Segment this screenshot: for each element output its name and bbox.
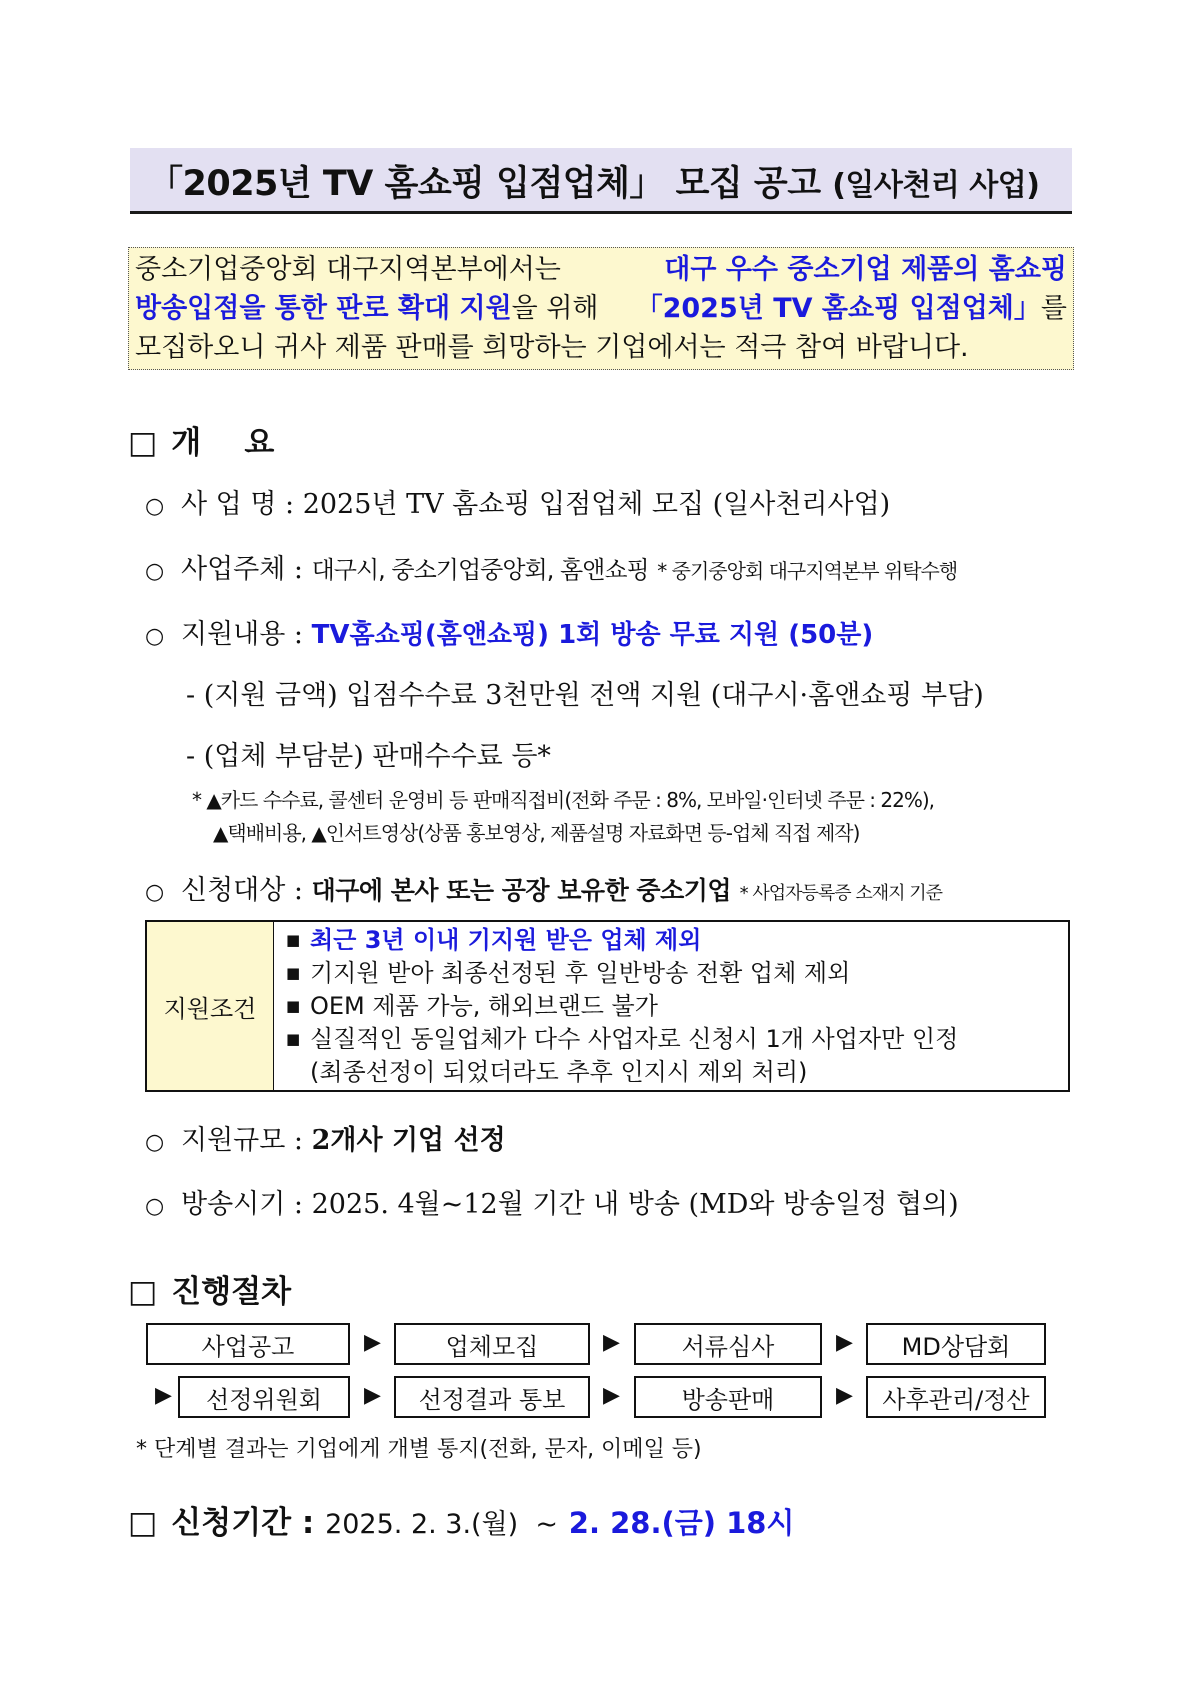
period-item	[145, 1182, 959, 1221]
intro-highlight: 방송입점을 통한 판로 확대 지원	[135, 293, 512, 324]
step-box: 업체모집	[394, 1323, 590, 1365]
item-note: * 사업자등록증 소재지 기준	[739, 883, 943, 904]
support-item	[145, 612, 873, 651]
application-period	[128, 1497, 794, 1542]
step-box: 방송판매	[634, 1376, 822, 1418]
item-value: 2개사 기업 선정	[311, 1125, 506, 1156]
circle-bullet-icon: ○	[145, 559, 165, 584]
condition-row: ■ 실질적인 동일업체가 다수 사업자로 신청시 1개 사업자만 인정	[286, 1023, 1056, 1056]
step-box: 서류심사	[634, 1323, 822, 1365]
target-item	[145, 868, 942, 907]
condition-row: ■ OEM 제품 가능, 해외브랜드 불가	[286, 990, 1056, 1023]
circle-bullet-icon: ○	[145, 624, 165, 649]
square-bullet-icon: ■	[286, 997, 301, 1015]
arrow-right-icon: ▶	[364, 1383, 381, 1408]
burden-note-1: * ▲카드 수수료, 콜센터 운영비 등 판매직접비(전화 주문 : 8%, 모바일·인터넷 주문 : 22%),	[192, 788, 935, 812]
arrow-right-icon: ▶	[155, 1383, 172, 1408]
item-value: 대구시, 중소기업중앙회, 홈앤쇼핑	[311, 556, 649, 584]
circle-bullet-icon: ○	[145, 1194, 165, 1219]
conditions-label: 지원조건	[147, 922, 274, 1090]
step-box: 사후관리/정산	[866, 1376, 1046, 1418]
item-note: * 중기중앙회 대구지역본부 위탁수행	[657, 559, 958, 583]
overview-heading	[128, 417, 274, 462]
condition-row: (최종선정이 되었더라도 추후 인지시 제외 처리)	[310, 1058, 808, 1086]
step-box: 선정결과 통보	[394, 1376, 590, 1418]
circle-bullet-icon: ○	[145, 880, 165, 905]
company-burden: - (업체 부담분) 판매수수료 등*	[186, 741, 551, 772]
intro-text: 중소기업중앙회 대구지역본부에서는	[135, 254, 561, 285]
intro-text: 을 위해	[511, 293, 599, 324]
intro-highlight: 대구 우수 중소기업 제품의 홈쇼핑	[664, 254, 1067, 285]
item-label: 지원내용 :	[181, 619, 304, 650]
burden-note-2: ▲택배비용, ▲인서트영상(상품 홍보영상, 제품설명 자료화면 등-업체 직접 제작)	[213, 821, 860, 845]
application-heading: 신청기간 :	[171, 1505, 315, 1541]
conditions-list	[274, 922, 1068, 1090]
step-box: MD상담회	[866, 1323, 1046, 1365]
overview-title: 개 요	[171, 425, 275, 461]
square-bullet-icon: ■	[286, 1030, 301, 1048]
item-value: TV홈쇼핑(홈앤쇼핑) 1회 방송 무료 지원 (50분)	[311, 620, 874, 650]
arrow-right-icon: ▶	[836, 1383, 853, 1408]
step-box: 사업공고	[146, 1323, 350, 1365]
scale-item	[145, 1118, 506, 1157]
host-item	[145, 547, 957, 586]
condition-row: ■ 기지원 받아 최종선정된 후 일반방송 전환 업체 제외	[286, 957, 1056, 990]
checkbox-square-icon: □	[128, 1505, 158, 1541]
page-title	[148, 156, 1039, 206]
item-value: 대구에 본사 또는 공장 보유한 중소기업	[311, 876, 732, 905]
item-value: 2025년 TV 홈쇼핑 입점업체 모집 (일사천리사업)	[302, 489, 891, 520]
application-start: 2025. 2. 3.(월) ~	[325, 1509, 558, 1540]
step-box: 선정위원회	[178, 1376, 350, 1418]
intro-text: 를	[1040, 293, 1067, 324]
checkbox-square-icon: □	[128, 425, 158, 461]
application-end: 2. 28.(금) 18시	[568, 1506, 795, 1540]
arrow-right-icon: ▶	[603, 1383, 620, 1408]
title-bar	[130, 148, 1072, 214]
item-label: 지원규모 :	[181, 1125, 304, 1156]
support-amount: - (지원 금액) 입점수수료 3천만원 전액 지원 (대구시·홈앤쇼핑 부담)	[186, 680, 984, 711]
title-main: 「2025년 TV 홈쇼핑 입점업체」 모집 공고	[148, 164, 821, 204]
item-label: 사 업 명 :	[181, 489, 295, 520]
title-sub: (일사천리 사업)	[832, 168, 1040, 203]
circle-bullet-icon: ○	[145, 494, 165, 519]
intro-box	[128, 247, 1074, 370]
procedure-title: 진행절차	[171, 1274, 292, 1310]
item-value: 2025. 4월~12월 기간 내 방송 (MD와 방송일정 협의)	[311, 1189, 959, 1220]
arrow-right-icon: ▶	[836, 1330, 853, 1355]
intro-highlight: 「2025년 TV 홈쇼핑 입점업체」	[635, 293, 1041, 324]
item-label: 사업주체 :	[181, 554, 304, 585]
business-name-item	[145, 482, 890, 521]
procedure-heading	[128, 1266, 291, 1311]
circle-bullet-icon: ○	[145, 1130, 165, 1155]
square-bullet-icon: ■	[286, 964, 301, 982]
arrow-right-icon: ▶	[364, 1330, 381, 1355]
item-label: 방송시기 :	[181, 1189, 304, 1220]
condition-row: ■ 최근 3년 이내 기지원 받은 업체 제외	[286, 924, 1056, 957]
item-label: 신청대상 :	[181, 875, 304, 906]
checkbox-square-icon: □	[128, 1274, 158, 1310]
arrow-right-icon: ▶	[603, 1330, 620, 1355]
intro-text: 모집하오니 귀사 제품 판매를 희망하는 기업에서는 적극 참여 바랍니다.	[135, 332, 969, 363]
conditions-table	[145, 920, 1070, 1092]
procedure-note: * 단계별 결과는 기업에게 개별 통지(전화, 문자, 이메일 등)	[136, 1437, 702, 1462]
square-bullet-icon: ■	[286, 931, 301, 949]
